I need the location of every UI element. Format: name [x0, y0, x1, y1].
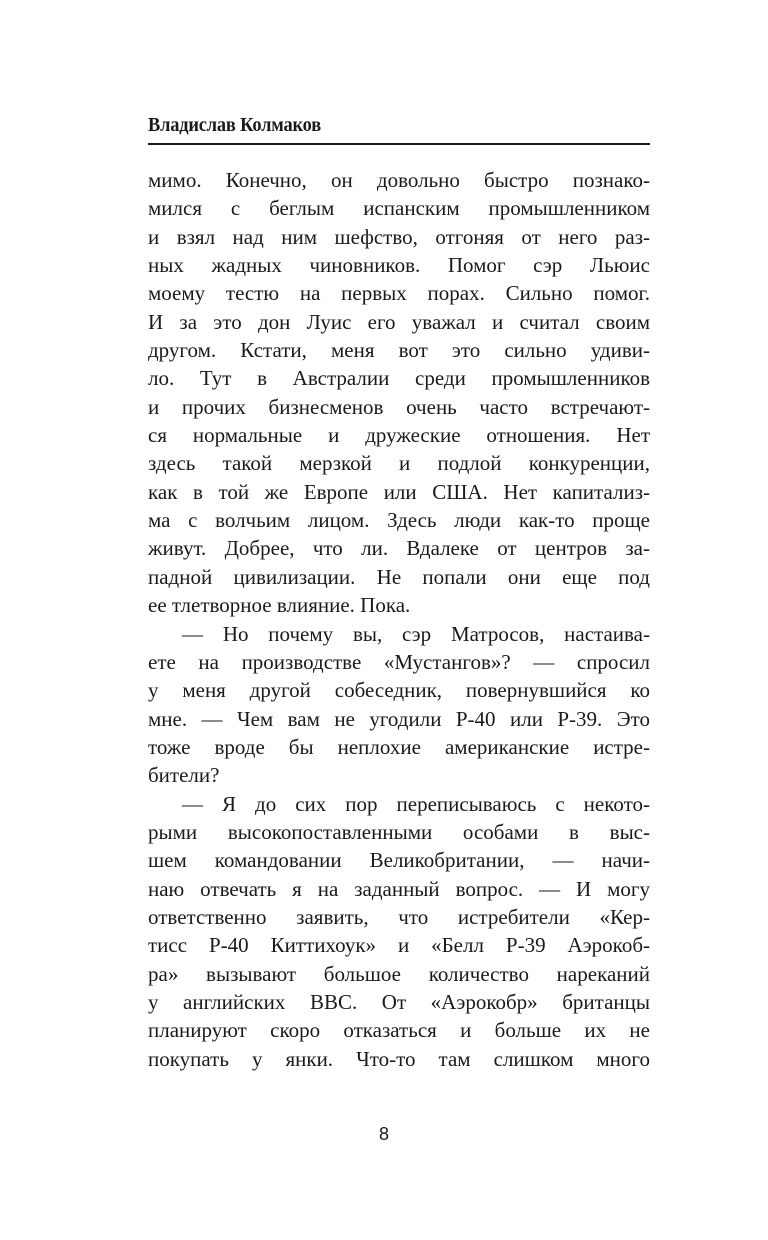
text-line: мне. — Чем вам не угодили Р-40 или Р-39. Это [148, 706, 650, 731]
page-body-text [148, 166, 650, 1073]
text-line: ра» вызывают большое количество нареканий [148, 961, 650, 986]
text-line: другом. Кстати, меня вот это сильно удиви- [148, 338, 650, 363]
text-line: ло. Тут в Австралии среди промышленников [148, 366, 650, 391]
text-line: у меня другой собеседник, повернувшийся ко [148, 678, 650, 703]
text-line: тоже вроде бы неплохие американские истре- [148, 734, 650, 759]
text-line: и прочих бизнесменов очень часто встречают- [148, 394, 650, 419]
text-line: тисс Р-40 Киттихоук» и «Белл Р-39 Аэрокоб- [148, 933, 650, 958]
text-line: — Но почему вы, сэр Матросов, настаива- [182, 621, 650, 646]
text-line: покупать у янки. Что-то там слишком много [148, 1046, 650, 1071]
text-line: ных жадных чиновников. Помог сэр Льюис [148, 253, 650, 278]
text-line: здесь такой мерзкой и подлой конкуренции, [148, 451, 650, 476]
text-line: ся нормальные и дружеские отношения. Нет [148, 423, 650, 448]
text-line: у английских ВВС. От «Аэрокобр» британцы [148, 989, 650, 1014]
text-line: наю отвечать я на заданный вопрос. — И могу [148, 876, 650, 901]
text-line: бители? [148, 763, 220, 788]
text-line: мился с беглым испанским промышленником [148, 196, 650, 221]
text-line: ма с волчьим лицом. Здесь люди как-то проще [148, 508, 650, 533]
page-number: 8 [378, 1124, 389, 1144]
text-line: и взял над ним шефство, отгоняя от него раз- [148, 224, 650, 249]
text-line: ете на производстве «Мустангов»? — спросил [148, 649, 650, 674]
text-line: шем командовании Великобритании, — начи- [148, 848, 650, 873]
text-line: моему тестю на первых порах. Сильно помог. [148, 281, 650, 306]
text-line: живут. Добрее, что ли. Вдалеке от центров за- [148, 536, 650, 561]
text-line: мимо. Конечно, он довольно быстро познако- [148, 168, 650, 192]
text-line: ее тлетворное влияние. Пока. [148, 593, 411, 618]
text-line: планируют скоро отказаться и больше их не [148, 1018, 650, 1043]
header-rule [148, 143, 650, 145]
running-header-author: Владислав Колмаков [148, 114, 321, 136]
text-line: как в той же Европе или США. Нет капитализ- [148, 479, 650, 504]
text-line: рыми высокопоставленными особами в выс- [148, 819, 650, 844]
text-line: ответственно заявить, что истребители «Кер- [148, 904, 650, 929]
text-line: И за это дон Луис его уважал и считал своим [148, 309, 650, 334]
text-line: падной цивилизации. Не попали они еще под [148, 564, 650, 589]
text-line: — Я до сих пор переписываюсь с некото- [182, 791, 650, 816]
